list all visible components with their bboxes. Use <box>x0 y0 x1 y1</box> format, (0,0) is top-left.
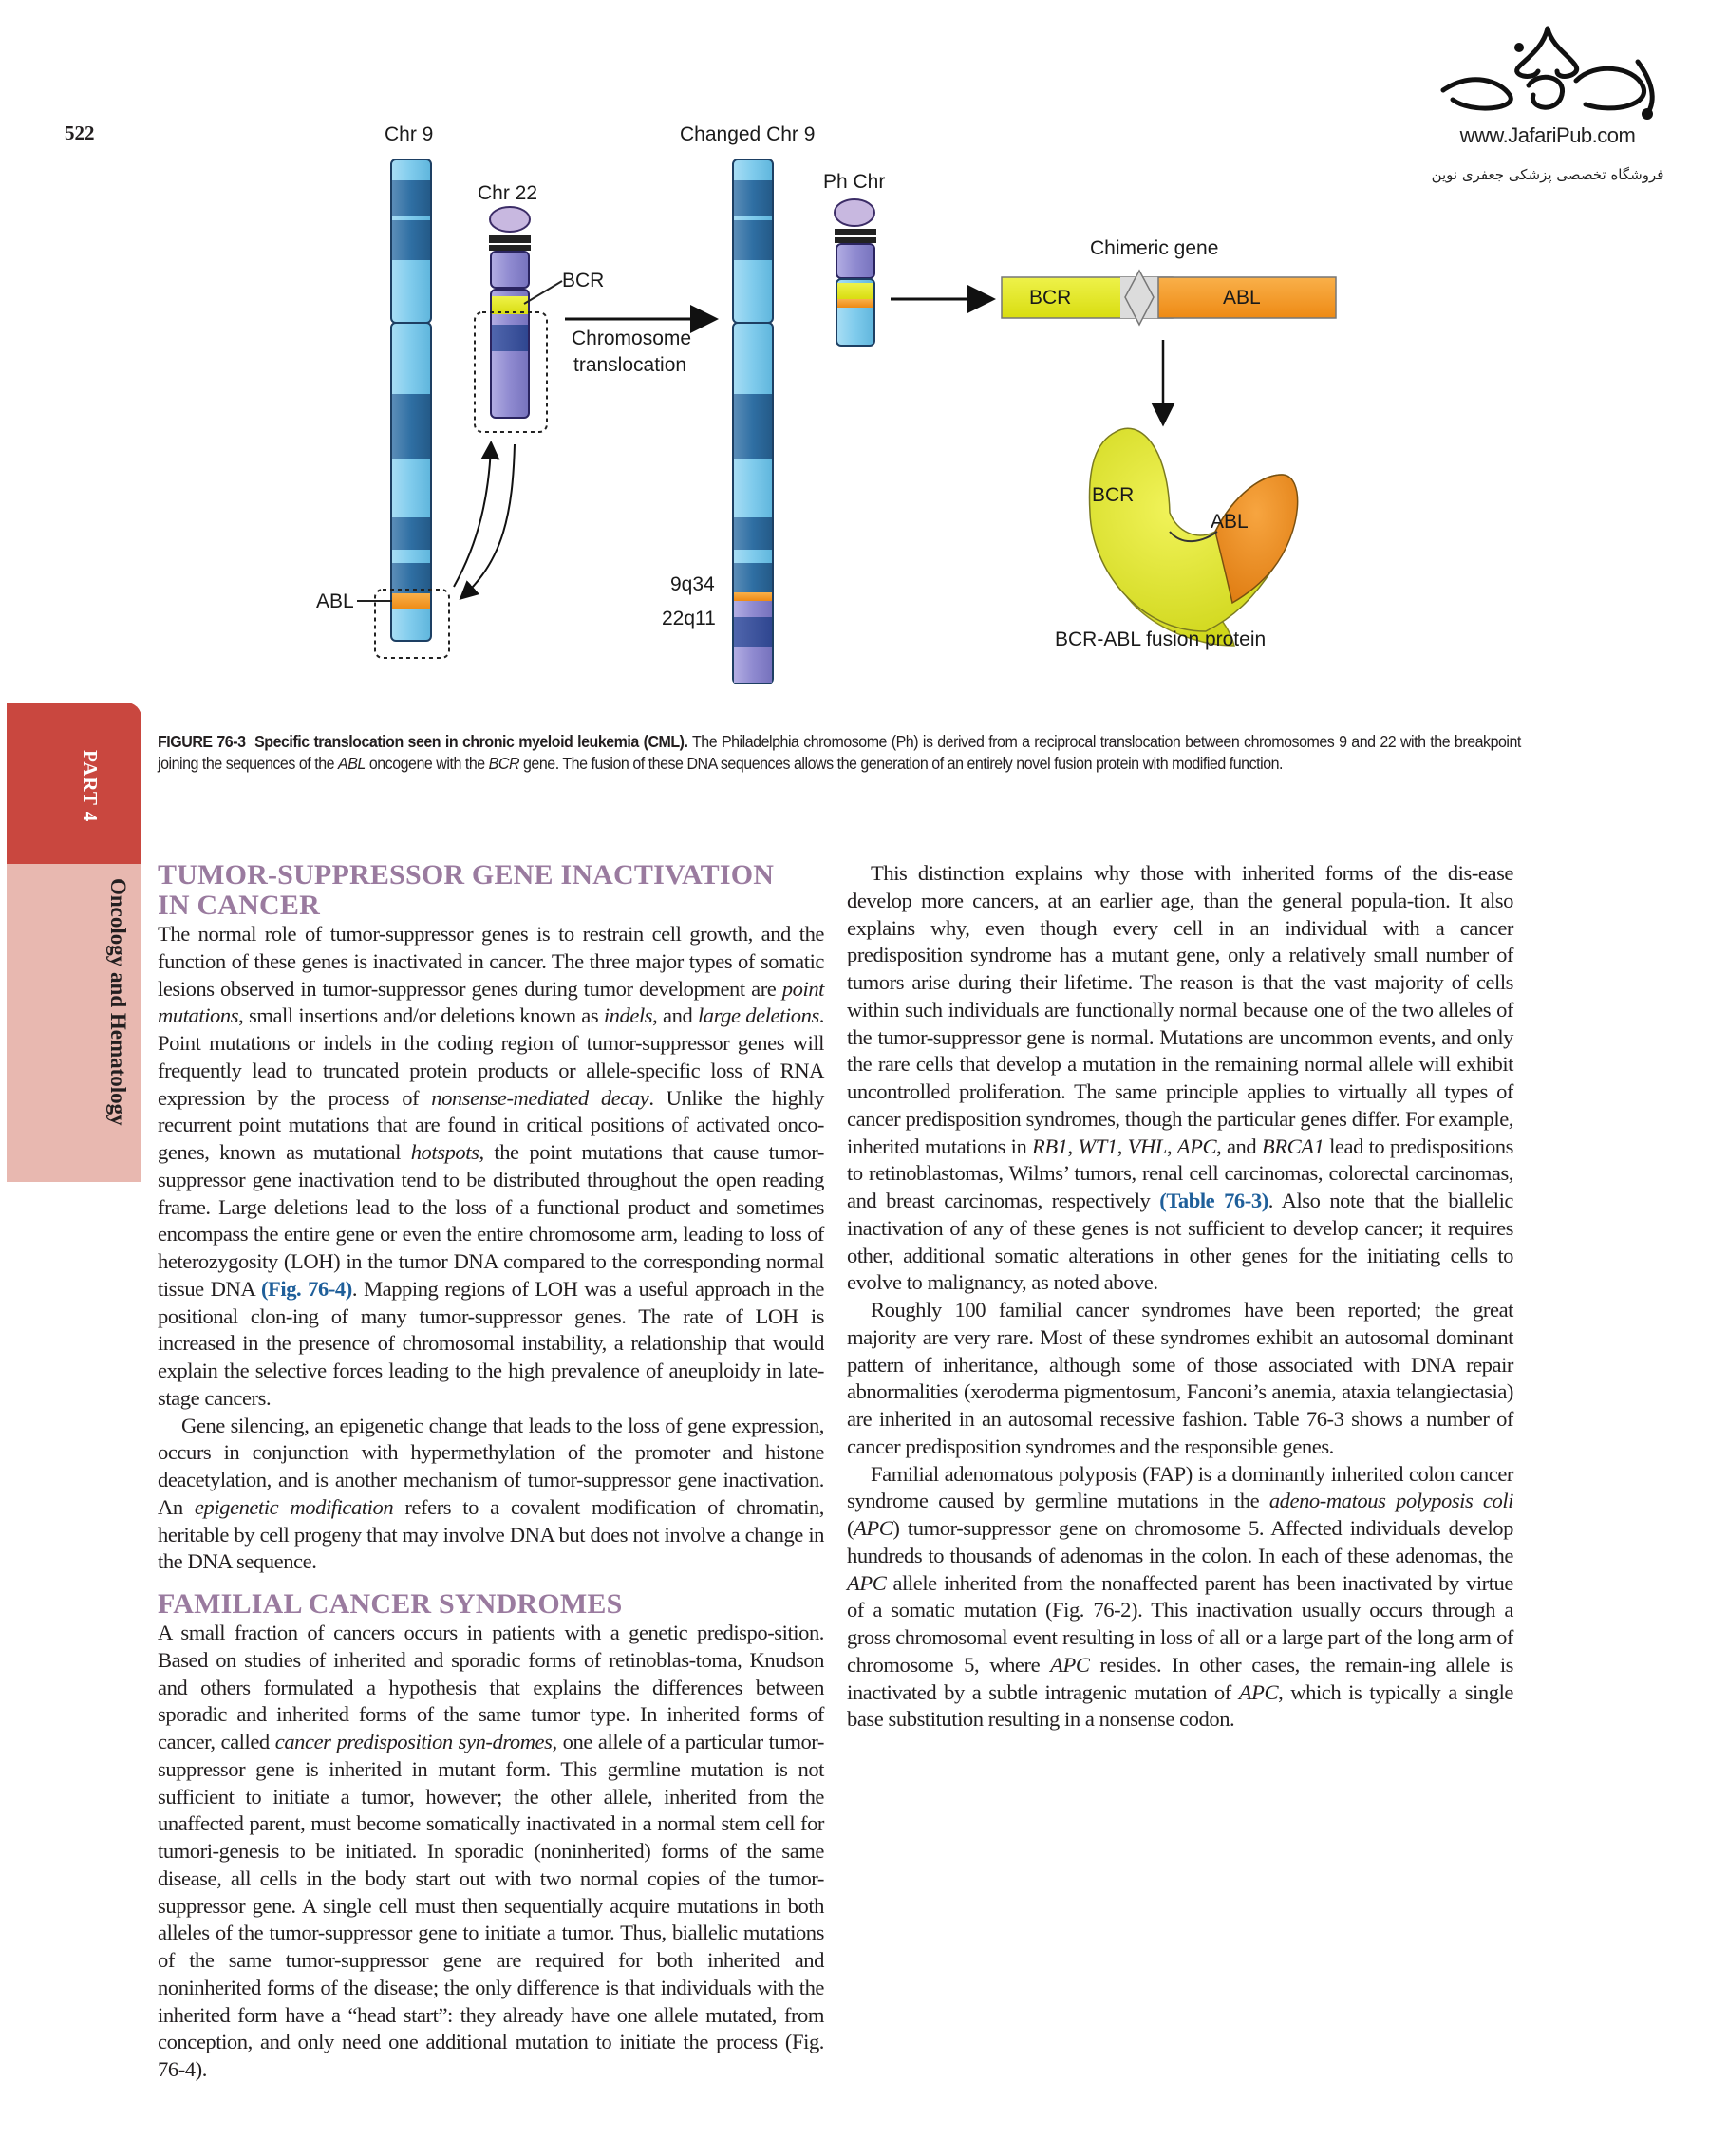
right-column <box>847 860 1513 1734</box>
label-gene-abl: ABL <box>1223 287 1261 309</box>
label-bcr-chr22: BCR <box>562 270 605 291</box>
figure-link-76-4[interactable]: (Fig. 76-4) <box>260 1276 352 1301</box>
section-heading-tumor-suppressor <box>158 860 824 921</box>
figure-caption <box>158 731 1521 775</box>
label-translocation-2: translocation <box>573 354 687 376</box>
label-22q11: 22q11 <box>662 608 716 629</box>
label-chr22: Chr 22 <box>478 182 538 204</box>
chromosome-9 <box>357 159 449 658</box>
left-column <box>158 860 824 2084</box>
heading-line: TUMOR-SUPPRESSOR GENE INACTIVATION <box>158 859 775 891</box>
paragraph: Familial adenomatous polyposis (FAP) is a dominantly inherited colon cancer syndrome caused by germline mutations in the adeno-matous polyposis coli (APC) tumor-suppressor gene on chromosome 5. Affected individuals develop hundreds to thousands of adenomas in the colon. In each of these adenomas, the APC allele inherited from the nonaffected parent has been inactivated by virtue of a somatic mutation (Fig. 76-2). This inactivation usually occurs through a gross chromosomal event resulting in loss of all or a large part of the long arm of chromosome 5, where APC resides. In other cases, the remain-ing allele is inactivated by a subtle intragenic mutation of APC, which is typically a single base substitution resulting in a nonsense codon. <box>847 1461 1513 1732</box>
label-changed-chr9: Changed Chr 9 <box>680 123 816 145</box>
table-link-76-3[interactable]: (Table 76-3) <box>1159 1189 1268 1212</box>
paragraph: Gene silencing, an epigenetic change that leads to the loss of gene expression, occurs in conjunction with hypermethylation of the promoter and histone deacetylation, and is another mechanism of tumor-suppressor gene inactivation. An epigenetic modification refers to a covalent modification of chromatin, heritable by cell progeny that may involve DNA but does not involve a change in the DNA sequence. <box>158 1413 824 1574</box>
paragraph: Roughly 100 familial cancer syndromes have been reported; the great majority are very rare. Most of these syndromes exhibit an autosomal dominant pattern of inheritance, although some of those associated with DNA repair abnormalities (xeroderma pigmentosum, Fanconi’s anemia, ataxia telangiectasia) are inherited in an autosomal recessive fashion. Table 76-3 shows a number of cancer predisposition syndromes and the responsible genes. <box>847 1298 1513 1458</box>
label-abl-chr9: ABL <box>316 591 354 612</box>
paragraph: This distinction explains why those with inherited forms of the dis-ease develop more cancers, at an earlier age, than the general popula-tion. It also explains why, even though every cell in an individual with a cancer predisposition syndrome has a mutant gene, only a relatively small number of tumors arise during their lifetime. The reason is that the vast majority of cells within such individuals are functionally normal because one of the two alleles of the tumor-suppressor gene is normal. Mutations are uncommon events, and only the rare cells that develop a mutation in the remaining normal allele will exhibit uncontrolled proliferation. The same principle applies to virtually all types of cancer predisposition syndromes, though the particular genes differ. For example, inherited mutations in RB1, WT1, VHL, APC, and BRCA1 lead to predispositions to retinoblastomas, Wilms’ tumors, renal cell carcinomas, colorectal carcinomas, and breast carcinomas, respectively (Table 76-3). Also note that the biallelic inactivation of any of these genes is not sufficient to develop cancer; it requires other, additional somatic alterations in other genes for the initiating cells to evolve to malignancy, as noted above. <box>847 861 1514 1295</box>
label-protein-bcr: BCR <box>1092 484 1135 506</box>
changed-chromosome-9 <box>733 159 773 684</box>
part-tab-header <box>7 703 141 864</box>
part-title: Oncology and Hematology <box>106 878 130 1126</box>
label-chimeric-gene: Chimeric gene <box>1090 237 1219 259</box>
heading-line: IN CANCER <box>158 890 320 921</box>
philadelphia-chromosome <box>835 199 876 346</box>
cml-translocation-figure <box>0 0 1709 722</box>
caption-gene-bcr: BCR <box>488 754 520 773</box>
publisher-url[interactable]: www.JafariPub.com <box>1459 123 1636 147</box>
caption-title: Specific translocation seen in chronic myeloid leukemia (CML). <box>254 732 688 751</box>
label-gene-bcr: BCR <box>1029 287 1072 309</box>
page-number: 522 <box>65 122 95 144</box>
label-translocation-1: Chromosome <box>572 328 692 349</box>
label-fusion-protein: BCR-ABL fusion protein <box>1055 628 1267 650</box>
bcr-abl-fusion-protein <box>1089 428 1297 646</box>
publisher-tagline: فروشگاه تخصصی پزشکی جعفری نوین <box>1431 166 1664 183</box>
part-side-tab <box>7 703 141 1182</box>
paragraph: A small fraction of cancers occurs in patients with a genetic predispo-sition. Based on studies of inherited and sporadic forms of retinoblas-toma, Knudson and others formulated a hypothesis that explains the differences between sporadic and inherited forms of the same tumor type. In inherited forms of cancer, called cancer predisposition syn-dromes, one allele of a particular tumor-suppressor gene is inherited in mutant form. This germline mutation is not sufficient to initiate a tumor, however; the other allele, inherited from the unaffected parent, must become somatically inactivated in a normal stem cell for tumori-genesis to be initiated. In sporadic (noninherited) forms of the same disease, all cells in the body start out with two normal copies of the tumor-suppressor gene. A single cell must then sequentially acquire mutations in both alleles of the tumor-suppressor gene to initiate a tumor. Thus, biallelic mutations of the same tumor-suppressor gene are required for both inherited and noninherited forms of the disease; the only difference is that individuals with the inherited form have a “head start”: they already have one allele mutated, from conception, and only need one additional mutation to initiate the process (Fig. 76-4). <box>158 1621 824 2081</box>
label-9q34: 9q34 <box>670 573 715 595</box>
part-label: PART 4 <box>79 750 102 823</box>
caption-gene-abl: ABL <box>338 754 366 773</box>
label-ph-chr: Ph Chr <box>823 171 886 193</box>
chromosome-22 <box>475 207 562 432</box>
paragraph: The normal role of tumor-suppressor genes is to restrain cell growth, and the function of these genes is inactivated in cancer. The three major types of somatic lesions observed in tumor-suppressor genes during tumor development are point mutations, small insertions and/or deletions known as indels, and large deletions. Point mutations or indels in the coding region of tumor-suppressor genes will frequently lead to truncated protein products or allele-specific loss of RNA expression by the process of nonsense-mediated decay. Unlike the highly recurrent point mutations that are found in critical positions of activated onco-genes, known as mutational hotspots, the point mutations that cause tumor-suppressor gene inactivation tend to be distributed throughout the open reading frame. Large deletions lead to the loss of a functional product and sometimes encompass the entire gene or even the entire chromosome arm, leading to loss of heterozygosity (LOH) in the tumor DNA compared to the corresponding normal tissue DNA (Fig. 76-4). Mapping regions of LOH was a useful approach in the positional clon-ing of many tumor-suppressor genes. The rate of LOH is increased in the presence of chromosomal instability, a relationship that would explain the selective forces leading to the high prevalence of aneuploidy in late-stage cancers. <box>158 922 824 1410</box>
label-protein-abl: ABL <box>1211 511 1249 533</box>
label-chr9: Chr 9 <box>385 123 434 145</box>
section-heading-familial: FAMILIAL CANCER SYNDROMES <box>158 1588 623 1620</box>
caption-text: gene. The fusion of these DNA sequences allows the generation of an entirely novel fusion protein with modified function. <box>519 754 1284 773</box>
caption-text: The Philadelphia chromosome (Ph) is derived from a reciprocal translocation between chromosomes 9 and 22 with the breakpoint joining the sequences of the <box>158 732 1521 773</box>
caption-label: FIGURE 76-3 <box>158 732 246 751</box>
caption-text: oncogene with the <box>365 754 489 773</box>
